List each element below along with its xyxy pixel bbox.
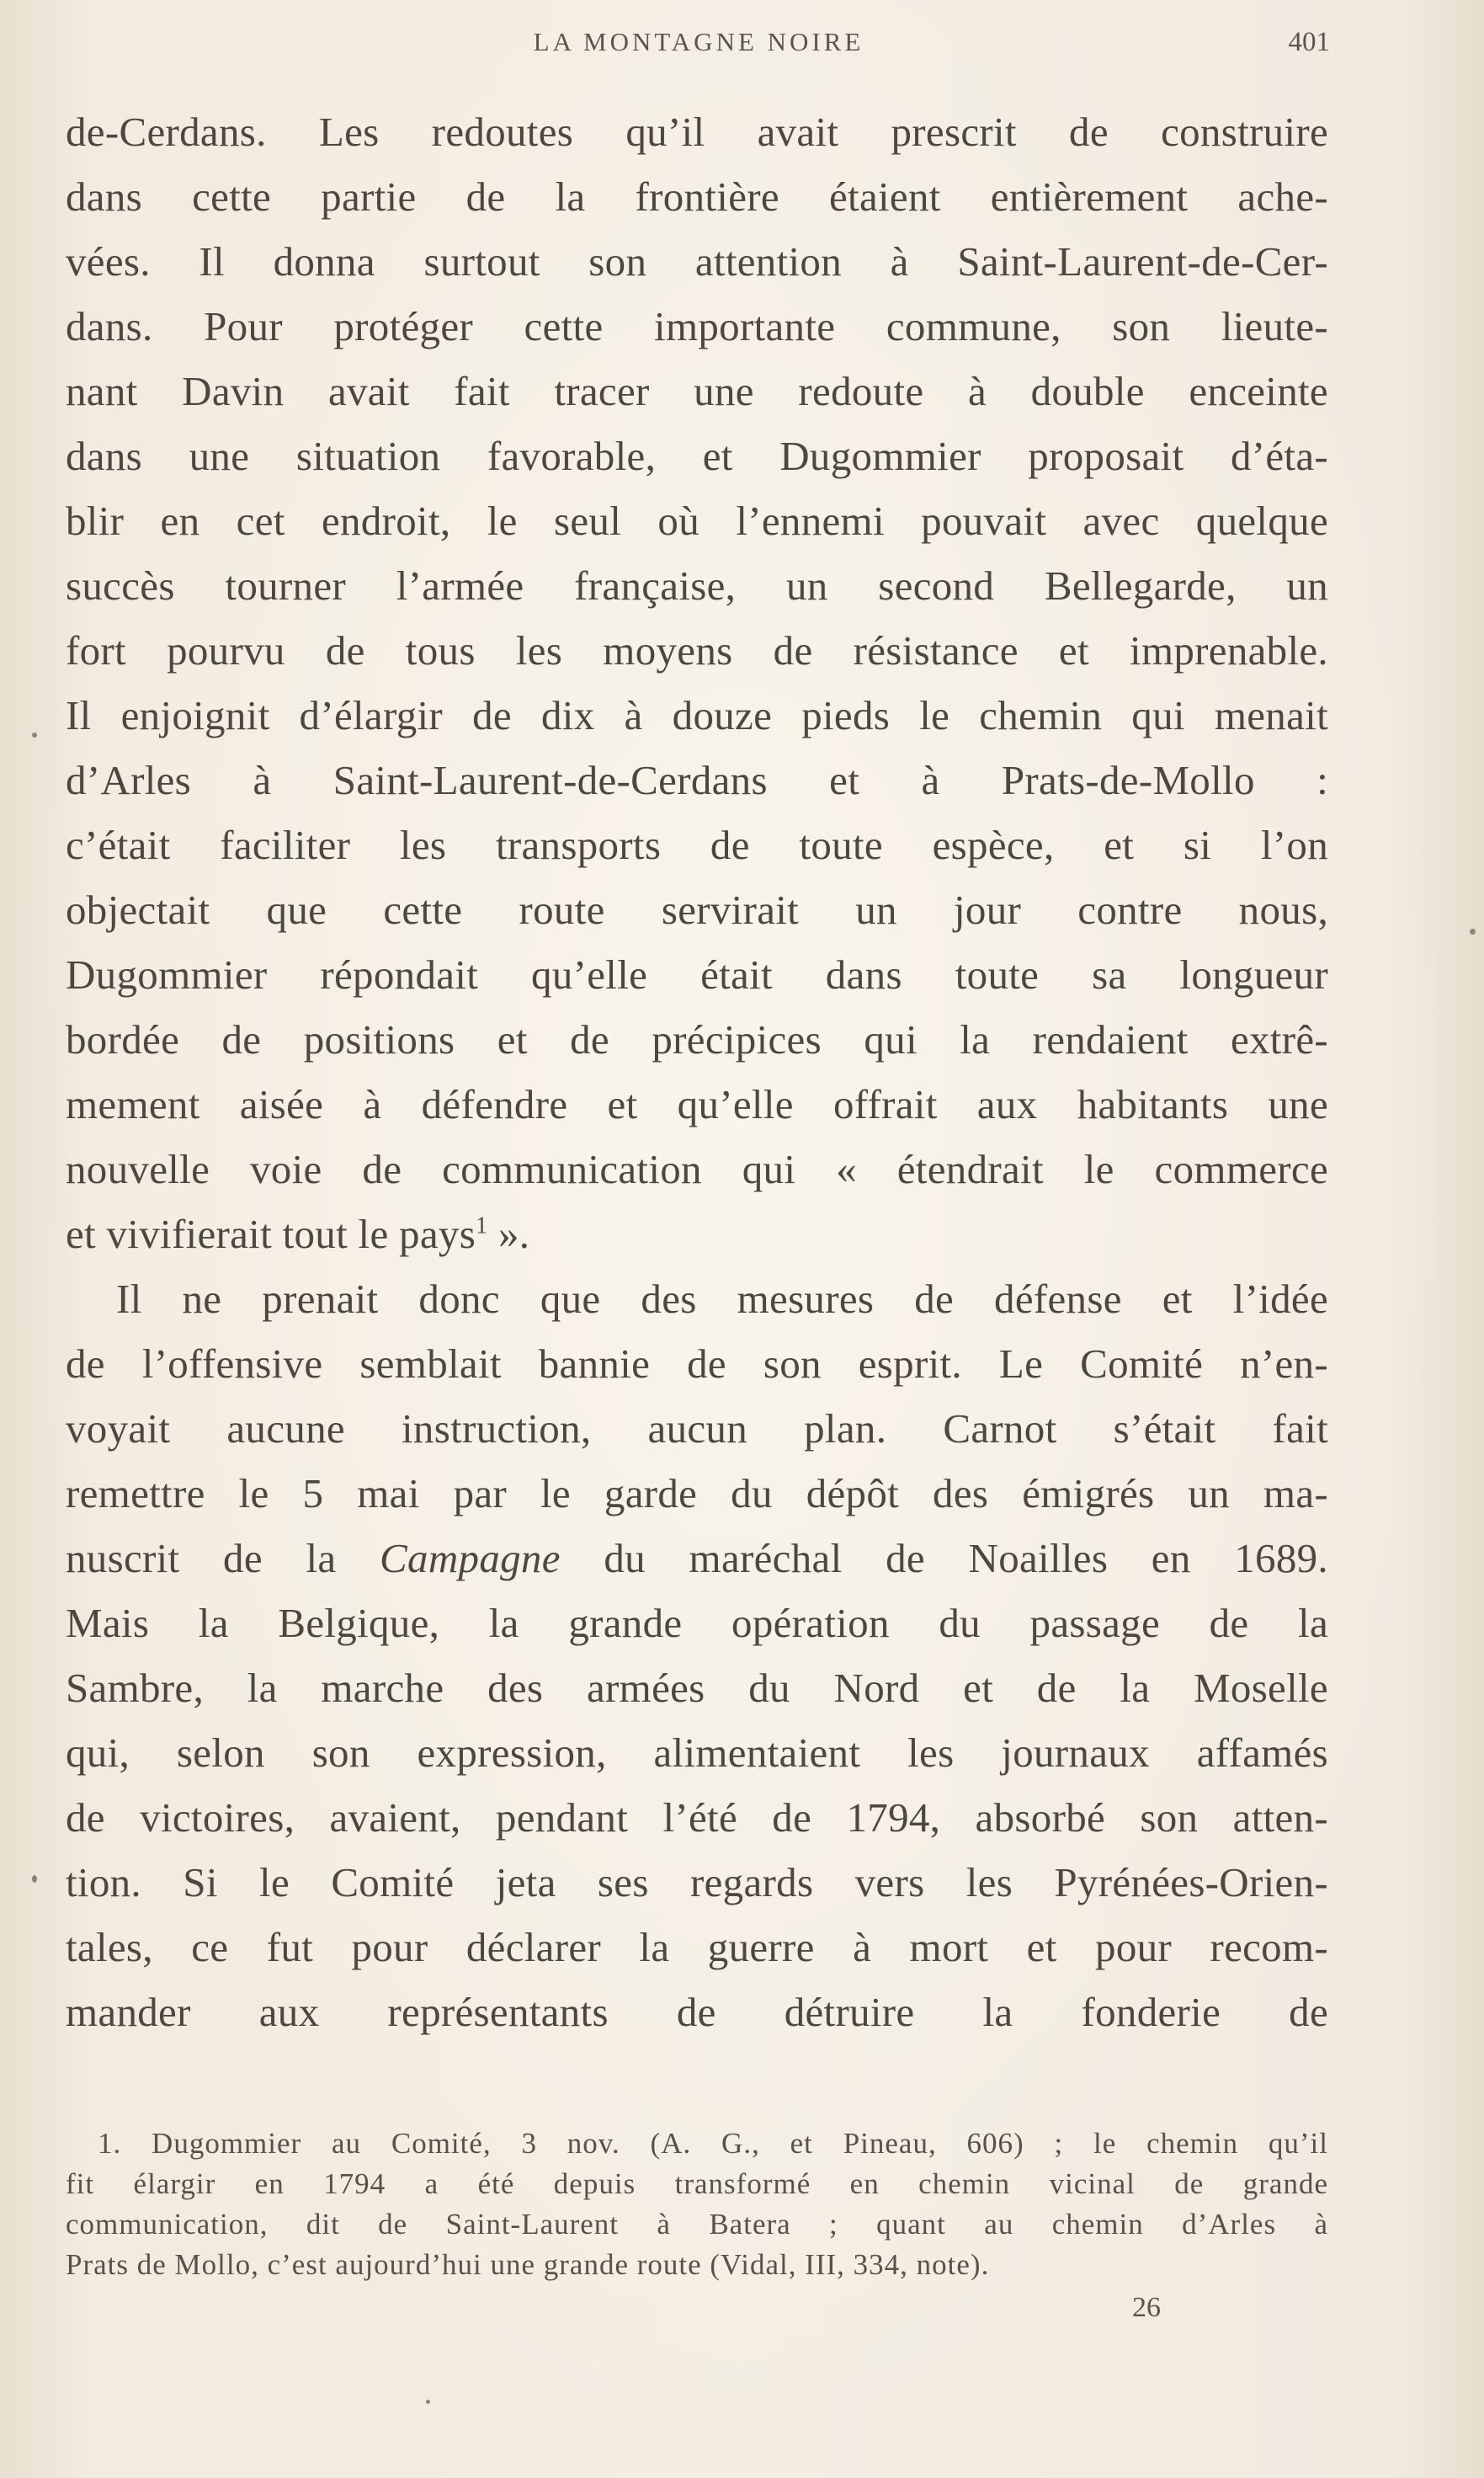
paper-speck	[32, 733, 37, 738]
text-line: vées. Il donna surtout son attention à Saint-Laurent-de-Cer-	[66, 238, 1328, 285]
text-fragment: et vivifierait tout le pays	[66, 1211, 476, 1257]
body-text	[66, 99, 1328, 2044]
footnote-reference[interactable]: 1	[476, 1212, 488, 1239]
text-line: de l’offensive semblait bannie de son esprit. Le Comité n’en-	[66, 1340, 1328, 1387]
text-line: de-Cerdans. Les redoutes qu’il avait prescrit de construire	[66, 109, 1328, 155]
signature-mark: 26	[1132, 2292, 1161, 2323]
page-number: 401	[1288, 27, 1330, 57]
text-fragment: du maréchal de Noailles en 1689.	[560, 1535, 1328, 1581]
footnote-line: Prats de Mollo, c’est aujourd’hui une grande route (Vidal, III, 334, note).	[66, 2248, 990, 2281]
text-line: de victoires, avaient, pendant l’été de 1794, absorbé son atten-	[66, 1794, 1328, 1841]
text-line: voyait aucune instruction, aucun plan. Carnot s’était fait	[66, 1405, 1328, 1452]
paper-speck	[32, 1875, 37, 1883]
text-line: blir en cet endroit, le seul où l’ennemi pouvait avec quelque	[66, 498, 1328, 544]
text-line: dans cette partie de la frontière étaient entièrement ache-	[66, 173, 1328, 220]
paragraph-first-line: Il ne prenait donc que des mesures de défense et l’idée	[116, 1276, 1328, 1322]
text-line: mement aisée à défendre et qu’elle offrait aux habitants une	[66, 1081, 1328, 1127]
paper-speck	[1470, 929, 1476, 935]
text-line: fort pourvu de tous les moyens de résistance et imprenable.	[66, 627, 1328, 674]
paragraph-end-line	[66, 1202, 1328, 1266]
text-fragment: nuscrit de la	[66, 1535, 380, 1581]
paper-speck	[426, 2400, 430, 2404]
text-line: mander aux représentants de détruire la fonderie de	[66, 1989, 1328, 2035]
text-line: bordée de positions et de précipices qui la rendaient extrê-	[66, 1016, 1328, 1063]
text-fragment: ».	[487, 1211, 530, 1257]
running-head	[67, 27, 1330, 69]
running-title: LA MONTAGNE NOIRE	[533, 27, 864, 56]
italic-title: Campagne	[380, 1535, 561, 1581]
text-line: Il enjoignit d’élargir de dix à douze pieds le chemin qui menait	[66, 692, 1328, 738]
text-line: tion. Si le Comité jeta ses regards vers les Pyrénées-Orien-	[66, 1859, 1328, 1905]
footnote-line: communication, dit de Saint-Laurent à Batera ; quant au chemin d’Arles à	[66, 2208, 1328, 2241]
text-line: d’Arles à Saint-Laurent-de-Cerdans et à Prats-de-Mollo :	[66, 757, 1328, 803]
text-line: Sambre, la marche des armées du Nord et de la Moselle	[66, 1665, 1328, 1711]
footnote-line: fit élargir en 1794 a été depuis transformé en chemin vicinal de grande	[66, 2167, 1328, 2200]
footnotes	[66, 2124, 1328, 2285]
text-line	[66, 1526, 1328, 1591]
text-line: succès tourner l’armée française, un second Bellegarde, un	[66, 562, 1328, 609]
text-line: dans. Pour protéger cette importante commune, son lieute-	[66, 303, 1328, 349]
text-line: nouvelle voie de communication qui « étendrait le commerce	[66, 1146, 1328, 1192]
text-line: tales, ce fut pour déclarer la guerre à mort et pour recom-	[66, 1924, 1328, 1970]
text-line: qui, selon son expression, alimentaient les journaux affamés	[66, 1729, 1328, 1776]
text-line: c’était faciliter les transports de toute espèce, et si l’on	[66, 822, 1328, 868]
text-line: nant Davin avait fait tracer une redoute à double enceinte	[66, 368, 1328, 414]
text-line: objectait que cette route servirait un jour contre nous,	[66, 887, 1328, 933]
text-line: Dugommier répondait qu’elle était dans toute sa longueur	[66, 951, 1328, 998]
footnote-line: 1. Dugommier au Comité, 3 nov. (A. G., et Pineau, 606) ; le chemin qu’il	[98, 2127, 1328, 2160]
text-line: Mais la Belgique, la grande opération du passage de la	[66, 1600, 1328, 1646]
text-line: remettre le 5 mai par le garde du dépôt des émigrés un ma-	[66, 1470, 1328, 1516]
text-line: dans une situation favorable, et Dugommier proposait d’éta-	[66, 433, 1328, 479]
